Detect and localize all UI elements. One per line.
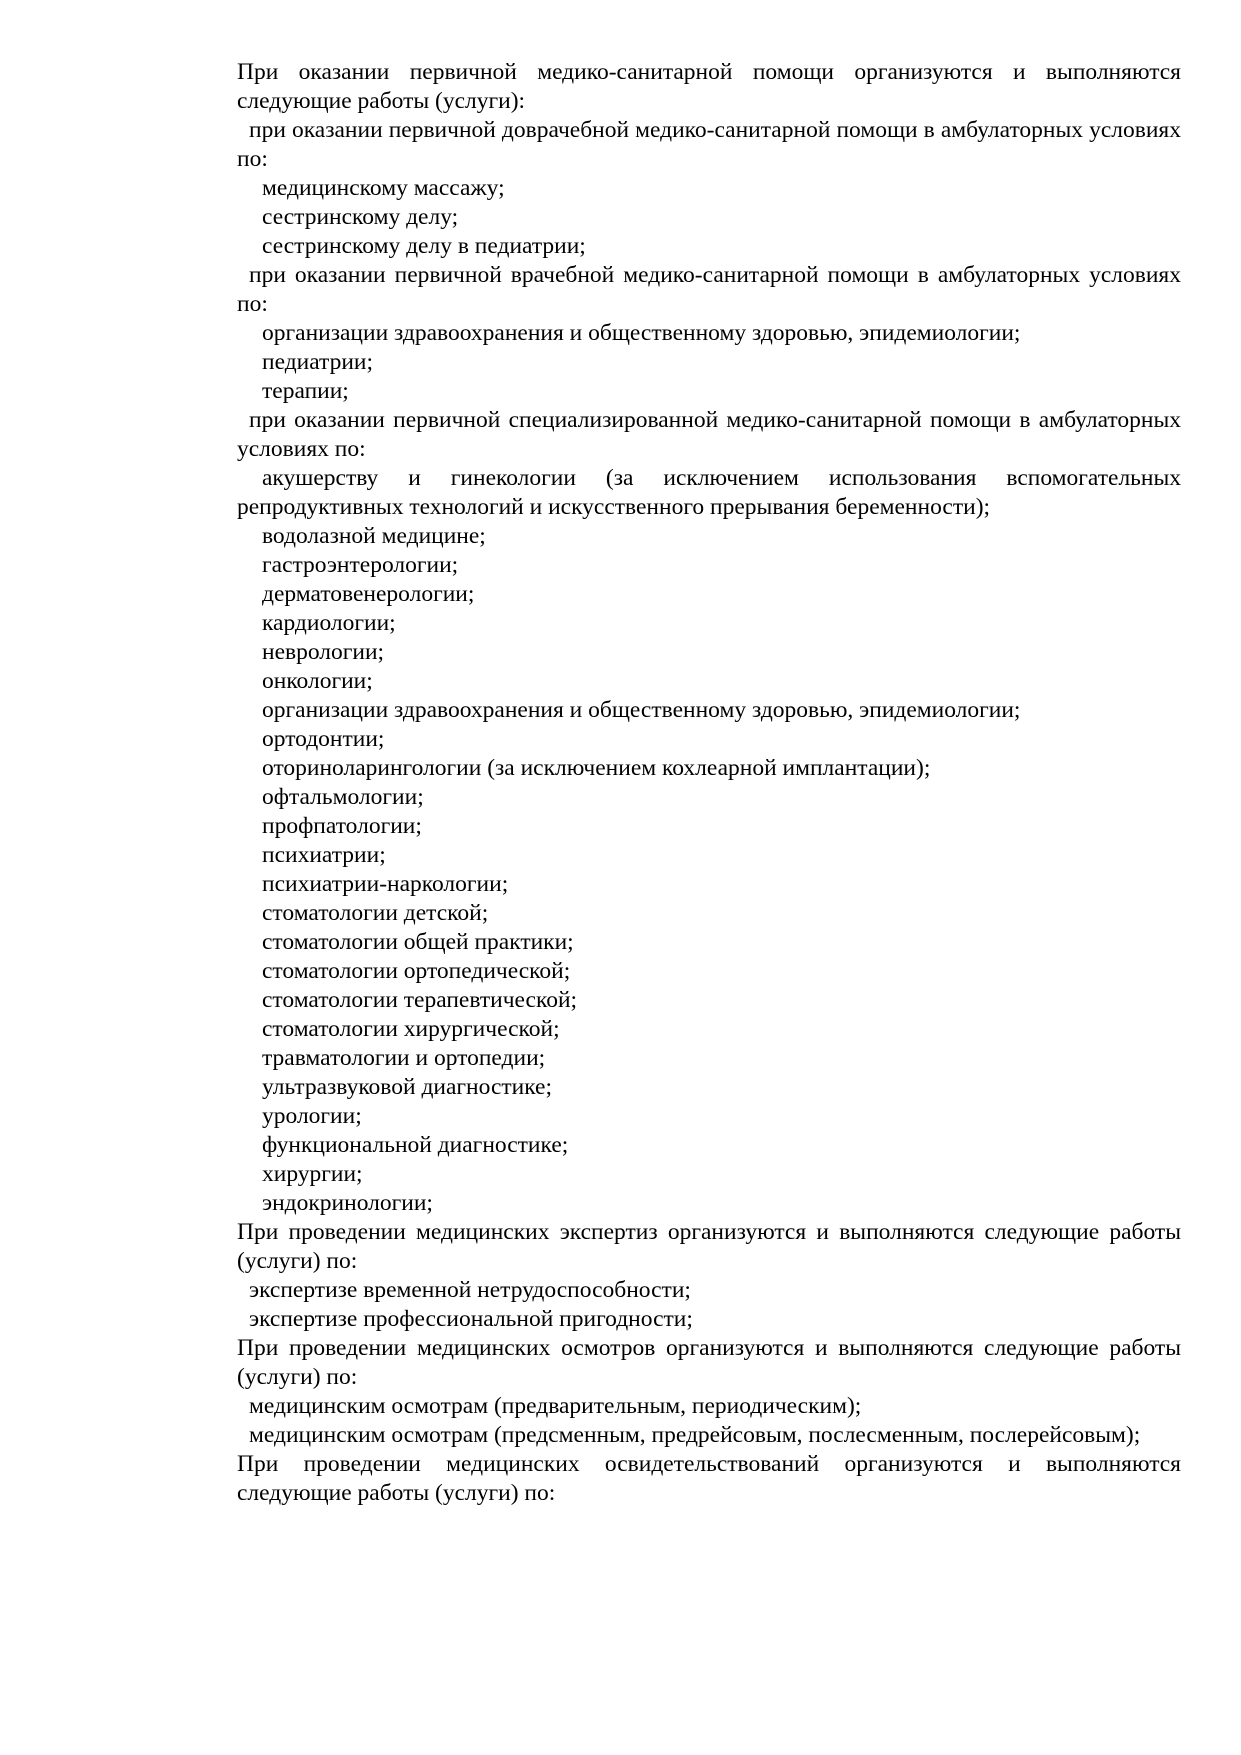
- subsection-item: экспертизе профессиональной пригодности;: [249, 1306, 693, 1332]
- list-item: офтальмологии;: [262, 784, 424, 810]
- section-paragraph: При проведении медицинских экспертиз организуются и выполняются следующие работы (услуги) по:: [237, 1219, 1181, 1274]
- list-item: психиатрии;: [262, 842, 386, 868]
- list-item: дерматовенерологии;: [262, 581, 475, 607]
- subsection-item: медицинским осмотрам (предварительным, периодическим);: [249, 1393, 862, 1419]
- list-item: оториноларингологии (за исключением кохлеарной имплантации);: [262, 755, 931, 781]
- list-item: стоматологии общей практики;: [262, 929, 574, 955]
- subsection-item: экспертизе временной нетрудоспособности;: [249, 1277, 691, 1303]
- subsection-item: при оказании первичной специализированной медико-санитарной помощи в амбулаторных условиях по:: [237, 407, 1181, 462]
- list-item: терапии;: [262, 378, 349, 404]
- subsection-item: при оказании первичной врачебной медико-санитарной помощи в амбулаторных условиях по:: [237, 262, 1181, 317]
- list-item: онкологии;: [262, 668, 373, 694]
- list-item: кардиологии;: [262, 610, 396, 636]
- list-item: организации здравоохранения и общественному здоровью, эпидемиологии;: [262, 320, 1021, 346]
- subsection-item: медицинским осмотрам (предсменным, предрейсовым, послесменным, послерейсовым);: [249, 1422, 1141, 1448]
- list-item: хирургии;: [262, 1161, 363, 1187]
- list-item: ортодонтии;: [262, 726, 385, 752]
- list-item: педиатрии;: [262, 349, 374, 375]
- subsection-item: при оказании первичной доврачебной медико-санитарной помощи в амбулаторных условиях по:: [237, 117, 1181, 172]
- list-item: неврологии;: [262, 639, 385, 665]
- section-paragraph: При проведении медицинских освидетельствований организуются и выполняются следующие работы (услуги) по:: [237, 1451, 1181, 1506]
- document-body: [237, 58, 1181, 1508]
- list-item: травматологии и ортопедии;: [262, 1045, 546, 1071]
- list-item: сестринскому делу в педиатрии;: [262, 233, 586, 259]
- list-item: психиатрии-наркологии;: [262, 871, 509, 897]
- list-item: стоматологии детской;: [262, 900, 489, 926]
- list-item: профпатологии;: [262, 813, 422, 839]
- list-item: стоматологии терапевтической;: [262, 987, 578, 1013]
- list-item: водолазной медицине;: [262, 523, 486, 549]
- list-item: стоматологии хирургической;: [262, 1016, 560, 1042]
- list-item: ультразвуковой диагностике;: [262, 1074, 553, 1100]
- list-item: сестринскому делу;: [262, 204, 459, 230]
- section-paragraph: При оказании первичной медико-санитарной помощи организуются и выполняются следующие работы (услуги):: [237, 59, 1181, 114]
- section-paragraph: При проведении медицинских осмотров организуются и выполняются следующие работы (услуги) по:: [237, 1335, 1181, 1390]
- list-item: организации здравоохранения и общественному здоровью, эпидемиологии;: [262, 697, 1021, 723]
- list-item: акушерству и гинекологии (за исключением использования вспомогательных репродуктивных технологий и искусственного прерывания беременности);: [237, 465, 1181, 520]
- list-item: стоматологии ортопедической;: [262, 958, 571, 984]
- list-item: медицинскому массажу;: [262, 175, 505, 201]
- list-item: гастроэнтерологии;: [262, 552, 459, 578]
- list-item: урологии;: [262, 1103, 362, 1129]
- list-item: функциональной диагностике;: [262, 1132, 569, 1158]
- list-item: эндокринологии;: [262, 1190, 433, 1216]
